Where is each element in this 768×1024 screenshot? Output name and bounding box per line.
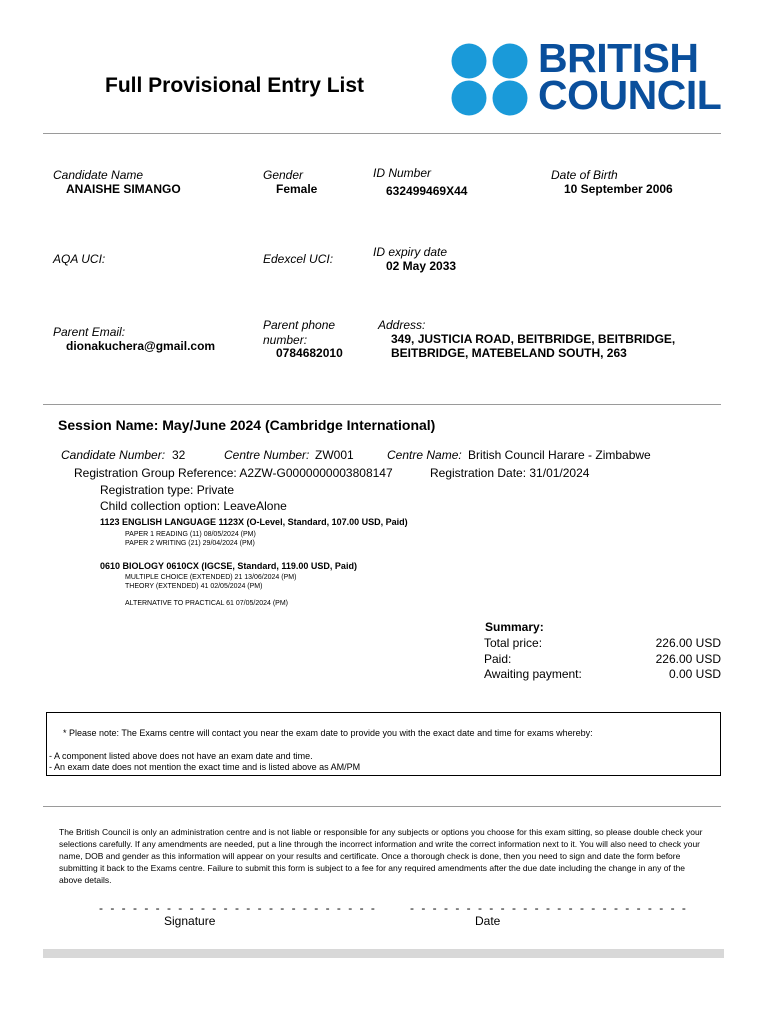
- candidate-name: ANAISHE SIMANGO: [66, 182, 181, 196]
- paid-value: 226.00 USD: [655, 652, 721, 666]
- summary-heading: Summary:: [485, 620, 544, 634]
- id-number-label: ID Number: [373, 166, 432, 180]
- british-council-logo-dots: [450, 43, 530, 117]
- address-label: Address:: [378, 318, 426, 332]
- note-line: - A component listed above does not have an exam date and time.: [49, 751, 313, 761]
- parent-phone-label-2: number:: [263, 333, 308, 347]
- registration-type: Registration type: Private: [100, 483, 235, 497]
- parent-phone-value: 0784682010: [276, 346, 343, 360]
- footer-bar: [43, 949, 724, 958]
- paid-label: Paid:: [484, 652, 512, 666]
- aqa-uci-label: AQA UCI:: [53, 252, 106, 266]
- dob-label: Date of Birth: [551, 168, 618, 182]
- paper-item: ALTERNATIVE TO PRACTICAL 61 07/05/2024 (PM): [125, 600, 289, 607]
- address-line-1: 349, JUSTICIA ROAD, BEITBRIDGE, BEITBRIDGE,: [391, 332, 676, 346]
- candidate-number-value: 32: [172, 448, 186, 462]
- disclaimer-text: The British Council is only an administration centre and is not liable or responsible for any subjects or options you choose for this exam sitting, so please double check your selections carefully. If any amendments are needed, put a line through the incorrect information and write the correct information next to it. You will also need to check your name, DOB and gender as this information will appear on your results and certificate. Once a thorough check is done, then you need to sign and date the form before submitting it back to the Exams centre. Failure to submit this form is subject to a fee for any required amendments after the due date including the change in any of the above details.: [59, 827, 703, 885]
- gender-value: Female: [276, 182, 318, 196]
- divider: [43, 133, 721, 134]
- centre-number-value: ZW001: [315, 448, 354, 462]
- british-council-logo-text: BRITISH COUNCIL: [538, 35, 722, 118]
- address-line-2: BEITBRIDGE, MATEBELAND SOUTH, 263: [391, 346, 627, 360]
- subject-title: 0610 BIOLOGY 0610CX (IGCSE, Standard, 119.00 USD, Paid): [100, 561, 357, 571]
- id-expiry-label: ID expiry date: [373, 245, 448, 259]
- registration-group-reference: Registration Group Reference: A2ZW-G0000000003808147: [74, 466, 393, 480]
- centre-name-value: British Council Harare - Zimbabwe: [468, 448, 651, 462]
- paper-item: PAPER 1 READING (11) 08/05/2024 (PM): [125, 531, 256, 538]
- divider: [43, 404, 721, 405]
- note-line: - An exam date does not mention the exact time and is listed above as AM/PM: [49, 762, 361, 772]
- total-price-label: Total price:: [484, 636, 543, 650]
- subject-title: 1123 ENGLISH LANGUAGE 1123X (O-Level, Standard, 107.00 USD, Paid): [100, 517, 408, 527]
- paper-item: MULTIPLE CHOICE (EXTENDED) 21 13/06/2024 (PM): [125, 574, 297, 581]
- dob-value: 10 September 2006: [564, 182, 673, 196]
- edexcel-uci-label: Edexcel UCI:: [263, 252, 334, 266]
- child-collection-option: Child collection option: LeaveAlone: [100, 499, 287, 513]
- paper-item: PAPER 2 WRITING (21) 29/04/2024 (PM): [125, 540, 255, 547]
- date-label: Date: [475, 914, 501, 928]
- id-number-value: 632499469X44: [386, 184, 468, 198]
- awaiting-payment-label: Awaiting payment:: [484, 667, 582, 681]
- note-line: * Please note: The Exams centre will contact you near the exam date to provide you with the exact date and time for exams whereby:: [63, 728, 593, 738]
- registration-date: Registration Date: 31/01/2024: [430, 466, 590, 480]
- parent-phone-label: Parent phone: [263, 318, 336, 332]
- candidate-number-label: Candidate Number:: [61, 448, 166, 462]
- parent-email-label: Parent Email:: [53, 325, 126, 339]
- centre-number-label: Centre Number:: [224, 448, 310, 462]
- signature-line[interactable]: - - - - - - - - - - - - - - - - - - - - - - - - -: [99, 901, 377, 915]
- gender-label: Gender: [263, 168, 304, 182]
- signature-label: Signature: [164, 914, 216, 928]
- id-expiry-value: 02 May 2033: [386, 259, 457, 273]
- candidate-name-label: Candidate Name: [53, 168, 144, 182]
- date-line[interactable]: - - - - - - - - - - - - - - - - - - - - - - - - -: [410, 901, 688, 915]
- awaiting-payment-value: 0.00 USD: [668, 667, 721, 681]
- paper-item: THEORY (EXTENDED) 41 02/05/2024 (PM): [125, 583, 263, 590]
- centre-name-label: Centre Name:: [387, 448, 462, 462]
- total-price-value: 226.00 USD: [655, 636, 721, 650]
- parent-email-value: dionakuchera@gmail.com: [66, 339, 216, 353]
- exam-note-box: [46, 712, 721, 776]
- page-title: Full Provisional Entry List: [105, 74, 365, 97]
- session-name: Session Name: May/June 2024 (Cambridge International): [58, 417, 436, 433]
- divider: [43, 806, 721, 807]
